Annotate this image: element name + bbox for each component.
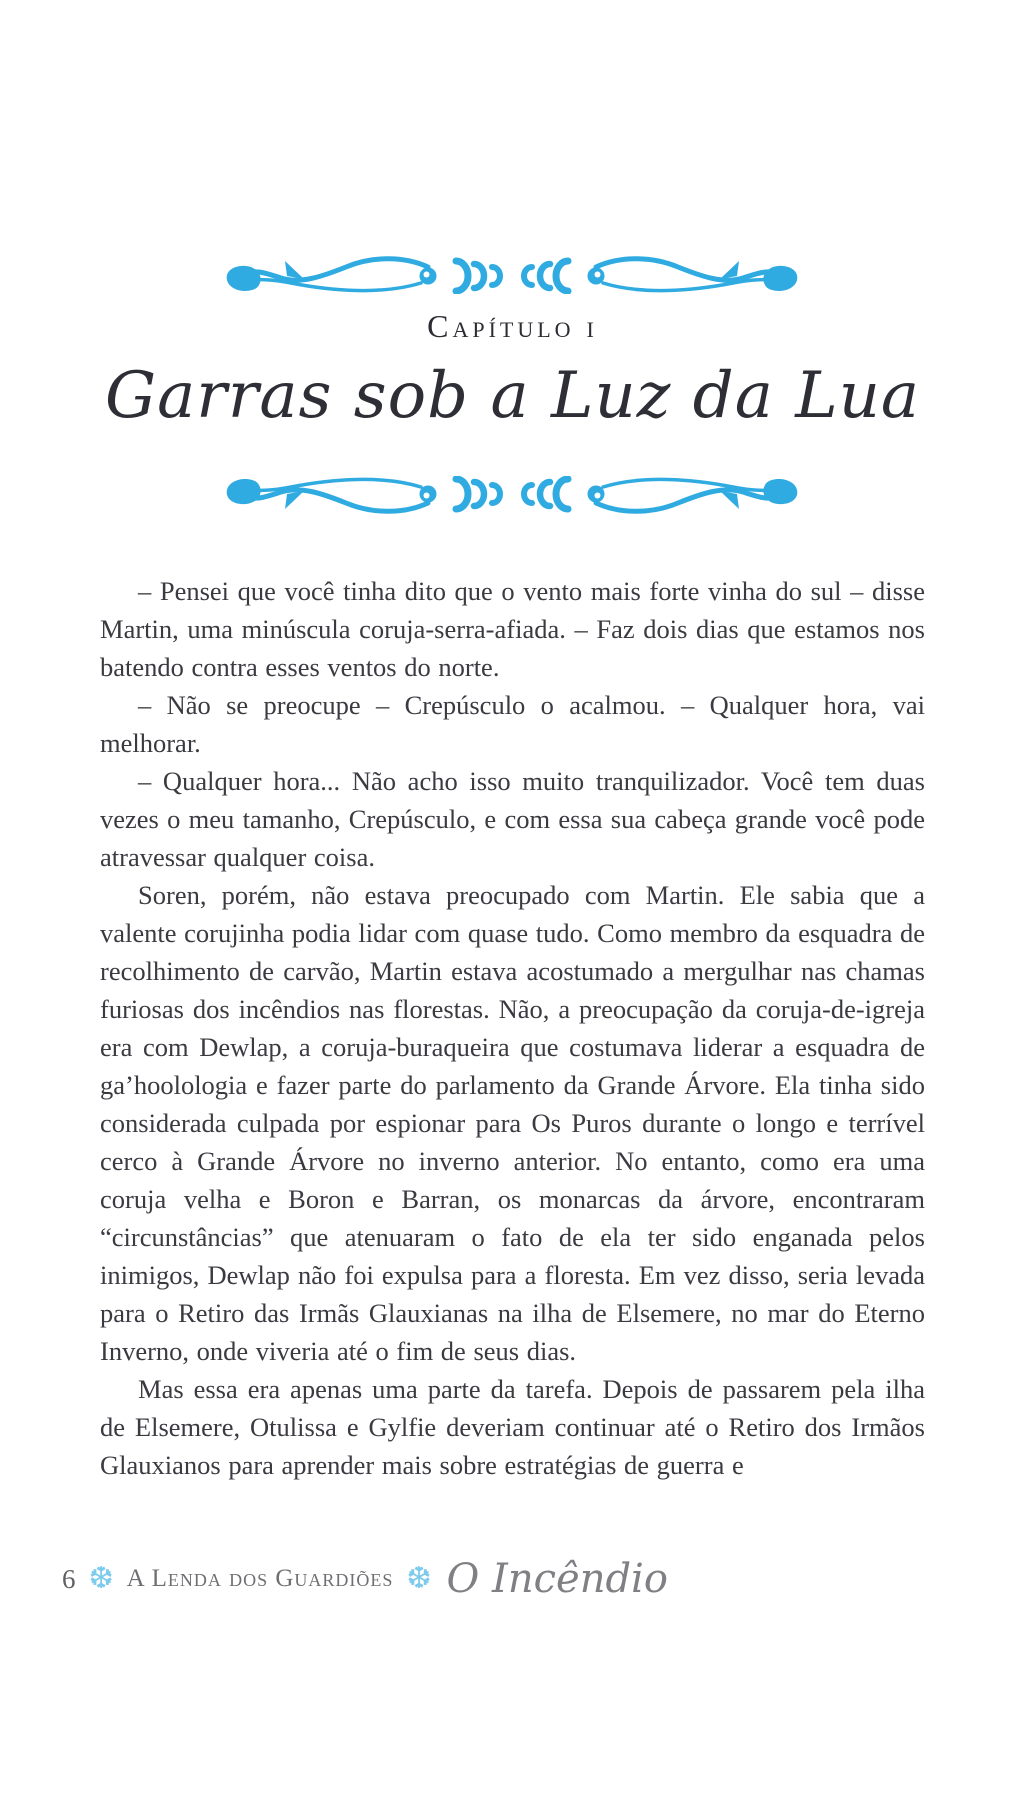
- snowflake-icon: ❆: [406, 1561, 432, 1596]
- paragraph: Soren, porém, não estava preocupado com Martin. Ele sabia que a valente corujinha podia lidar com quase tudo. Como membro da esquadra de recolhimento de carvão, Martin estava acostumado a mergulhar nas chamas furiosas dos incêndios nas florestas. Não, a preocupação da coruja-de-igreja era com Dewlap, a coruja-buraqueira que costumava liderar a esquadra de ga’hoolologia e fazer parte do parlamento da Grande Árvore. Ela tinha sido considerada culpada por espionar para Os Puros durante o longo e terrível cerco à Grande Árvore no inverno anterior. No entanto, como era uma coruja velha e Boron e Barran, os monarcas da árvore, encontraram “circunstâncias” que atenuaram o fato de ela ter sido enganada pelos inimigos, Dewlap não foi expulsa para a floresta. Em vez disso, seria levada para o Retiro das Irmãs Glauxianas na ilha de Elsemere, no mar do Eterno Inverno, onde viveria até o fim de seus dias.: [100, 880, 925, 1366]
- paragraph: – Pensei que você tinha dito que o vento mais forte vinha do sul – disse Martin, uma minúscula coruja-serra-afiada. – Faz dois dias que estamos nos batendo contra esses ventos do norte.: [100, 576, 925, 682]
- body-text: [100, 572, 925, 1484]
- page-footer: [62, 1556, 668, 1602]
- chapter-label: Capítulo i: [427, 308, 598, 344]
- paragraph: Mas essa era apenas uma parte da tarefa. Depois de passarem pela ilha de Elsemere, Otulissa e Gylfie deveriam continuar até o Retiro dos Irmãos Glauxianos para aprender mais sobre estratégias de guerra e: [100, 1374, 925, 1480]
- chapter-title: Garras sob a Luz da Lua: [104, 359, 921, 433]
- paragraph: – Qualquer hora... Não acho isso muito tranquilizador. Você tem duas vezes o meu tamanho, Crepúsculo, e com essa sua cabeça grande você pode atravessar qualquer coisa.: [100, 766, 925, 872]
- flourish-ornament-top: [220, 254, 805, 294]
- paragraph: – Não se preocupe – Crepúsculo o acalmou. – Qualquer hora, vai melhorar.: [100, 690, 925, 758]
- page-number: 6: [62, 1563, 76, 1594]
- book-title: O Incêndio: [446, 1556, 668, 1602]
- snowflake-icon: ❆: [88, 1561, 114, 1596]
- series-title: A Lenda dos Guardiões: [126, 1565, 394, 1592]
- flourish-ornament-bottom: [220, 476, 805, 516]
